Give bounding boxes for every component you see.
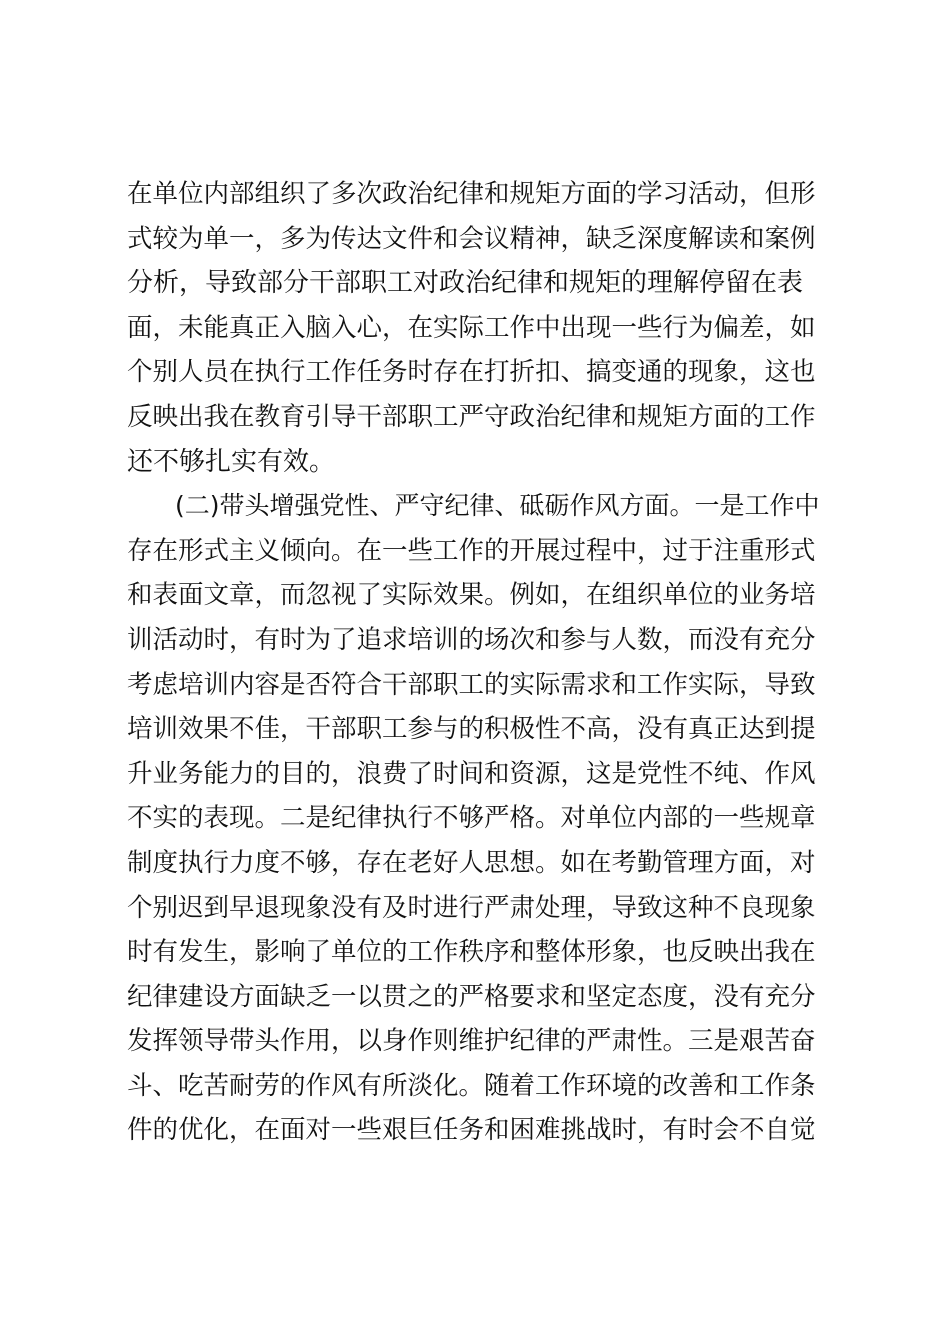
text-line: 面，未能真正入脑入心，在实际工作中出现一些行为偏差，如 — [127, 312, 816, 343]
text-line: 件的优化，在面对一些艰巨任务和困难挑战时，有时会不自觉 — [127, 1115, 816, 1146]
text-line: 不实的表现。二是纪律执行不够严格。对单位内部的一些规章 — [127, 803, 816, 834]
text-line: 还不够扎实有效。 — [127, 446, 336, 477]
body-text — [127, 172, 827, 1153]
text-line: 考虑培训内容是否符合干部职工的实际需求和工作实际，导致 — [127, 669, 816, 700]
text-line: 和表面文章，而忽视了实际效果。例如，在组织单位的业务培 — [127, 580, 816, 611]
text-line: 发挥领导带头作用，以身作则维护纪律的严肃性。三是艰苦奋 — [127, 1026, 816, 1057]
section-heading-line: (二)带头增强党性、严守纪律、砥砺作风方面。一是工作中 — [175, 491, 820, 521]
text-line: 存在形式主义倾向。在一些工作的开展过程中，过于注重形式 — [127, 535, 816, 566]
text-line: 个别人员在执行工作任务时存在打折扣、搞变通的现象，这也 — [127, 357, 816, 388]
text-line: 式较为单一，多为传达文件和会议精神，缺乏深度解读和案例 — [127, 223, 816, 254]
text-line: 个别迟到早退现象没有及时进行严肃处理，导致这种不良现象 — [127, 892, 816, 923]
text-line: 分析，导致部分干部职工对政治纪律和规矩的理解停留在表 — [127, 268, 804, 299]
text-line: 纪律建设方面缺乏一以贯之的严格要求和坚定态度，没有充分 — [127, 981, 816, 1012]
text-line: 斗、吃苦耐劳的作风有所淡化。随着工作环境的改善和工作条 — [127, 1070, 816, 1101]
text-line: 时有发生，影响了单位的工作秩序和整体形象，也反映出我在 — [127, 937, 816, 968]
text-line: 训活动时，有时为了追求培训的场次和参与人数，而没有充分 — [127, 624, 816, 655]
text-line: 反映出我在教育引导干部职工严守政治纪律和规矩方面的工作 — [127, 401, 816, 432]
text-line: 升业务能力的目的，浪费了时间和资源，这是党性不纯、作风 — [127, 758, 816, 789]
text-line: 在单位内部组织了多次政治纪律和规矩方面的学习活动，但形 — [127, 179, 816, 209]
text-line: 制度执行力度不够，存在老好人思想。如在考勤管理方面，对 — [127, 847, 816, 878]
text-line: 培训效果不佳，干部职工参与的积极性不高，没有真正达到提 — [127, 714, 816, 745]
